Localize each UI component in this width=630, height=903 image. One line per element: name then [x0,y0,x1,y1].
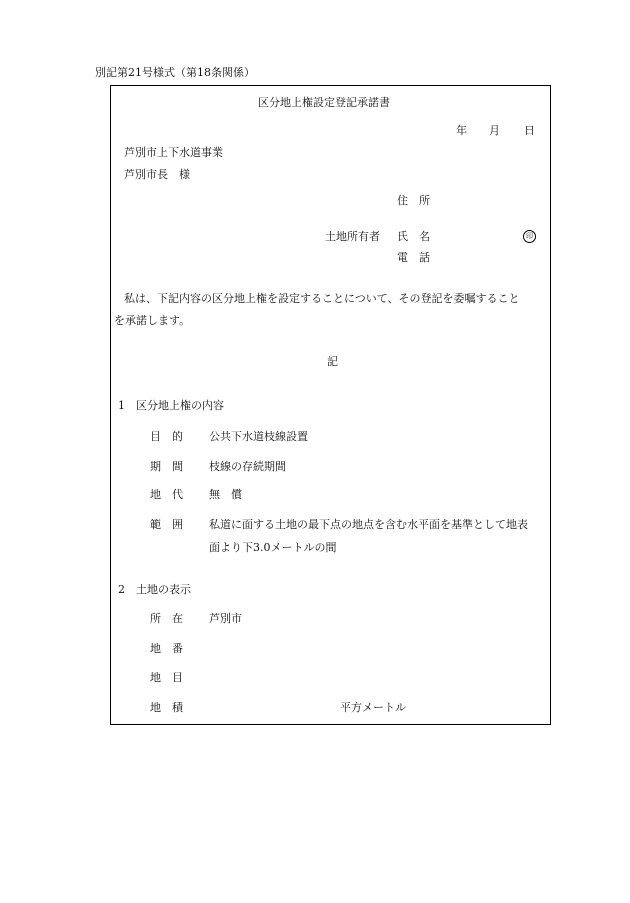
owner-phone-label: 電 話 [397,251,430,264]
location-label: 所 在 [150,612,183,625]
period-value: 枝線の存続期間 [209,460,286,473]
owner-group-label: 土地所有者 [325,230,380,243]
seal-mark: 印 [523,230,536,243]
period-label: 期 間 [150,460,183,473]
rent-value: 無 償 [209,488,242,501]
date-month: 月 [489,124,500,137]
form-title: 区分地上権設定登記承諾書 [258,96,390,109]
area-unit: 平方メートル [340,701,406,714]
range-value-line1: 私道に面する土地の最下点の地点を含む水平面を基準として地表 [209,518,528,531]
area-label: 地 積 [150,701,183,714]
owner-name-label: 氏 名 [397,230,430,243]
section2-heading: 2 土地の表示 [118,583,191,596]
date-year: 年 [456,124,467,137]
consent-text-line1: 私は、下記内容の区分地上権を設定することについて、その登記を委嘱すること [124,292,520,305]
purpose-label: 目 的 [150,430,183,443]
ki-marker: 記 [327,355,338,368]
consent-text-line2: を承諾します。 [114,314,191,327]
owner-address-label: 住 所 [397,194,430,207]
section1-heading: 1 区分地上権の内容 [118,399,224,412]
rent-label: 地 代 [150,488,183,501]
date-day: 日 [524,124,535,137]
range-label: 範 囲 [150,518,183,531]
lot-number-label: 地 番 [150,642,183,655]
purpose-value: 公共下水道枝線設置 [209,430,308,443]
land-category-label: 地 目 [150,671,183,684]
form-number-note: 別記第21号様式（第18条関係） [95,66,255,79]
addressee-org: 芦別市上下水道事業 [124,146,223,159]
range-value-line2: 面より下3.0メートルの間 [209,541,337,554]
addressee-mayor: 芦別市長 様 [124,168,190,181]
location-value: 芦別市 [209,612,242,625]
